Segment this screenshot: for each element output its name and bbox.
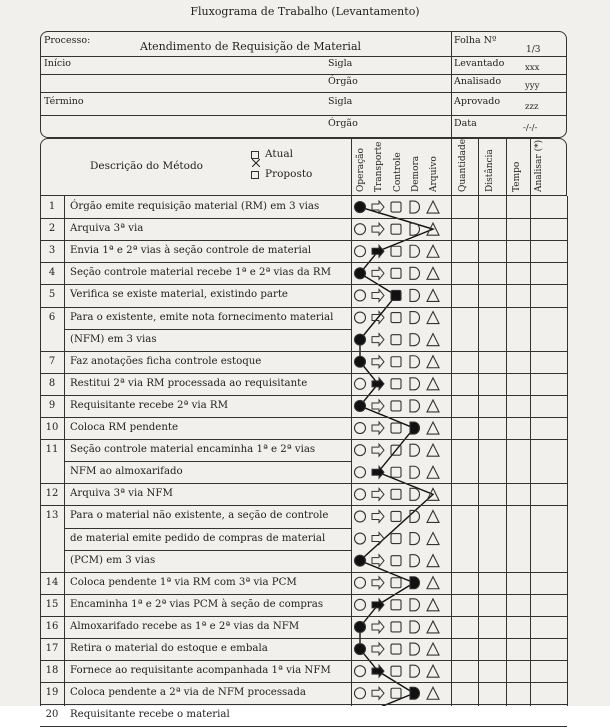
row-9-text: Requisitante recebe 2ª via RM: [70, 399, 229, 411]
row-16-text: Almoxarifado recebe as 1ª e 2ª vias da NFM: [70, 620, 300, 632]
d-shape-icon-row-19: [410, 687, 420, 699]
square-icon-row-13: [391, 511, 401, 521]
triangle-icon-row-13: [427, 510, 439, 522]
d-shape-icon-row-2: [410, 223, 420, 235]
circle-icon-row-13: [355, 511, 366, 522]
square-icon-row-9: [391, 401, 401, 411]
circle-icon-row-7: [355, 356, 366, 367]
col-transporte: Transporte: [374, 141, 384, 192]
row-18-text: Fornece ao requisitante acompanhada 1ª via NFM: [70, 665, 331, 677]
arrow-icon-row-6-line-2: [372, 334, 384, 346]
circle-icon-row-8: [355, 378, 366, 389]
row-number: 8: [48, 377, 56, 389]
d-shape-icon-row-1: [410, 201, 420, 213]
square-icon-row-1: [391, 202, 401, 212]
row-number: 16: [45, 620, 59, 632]
row-13-text-3: (PCM) em 3 vias: [70, 554, 156, 566]
col-operacao: Operação: [356, 148, 366, 192]
arrow-icon-row-9: [372, 400, 384, 412]
square-icon-row-14: [391, 578, 401, 588]
termino-label: Término: [44, 96, 84, 107]
circle-icon-row-15: [355, 599, 366, 610]
circle-icon-row-5: [355, 290, 366, 301]
triangle-icon-row-17: [427, 643, 439, 655]
circle-icon-row-2: [355, 224, 366, 235]
d-shape-icon-row-16: [410, 621, 420, 633]
d-shape-icon-row-13: [410, 510, 420, 522]
arrow-icon-row-14: [372, 577, 384, 589]
row-number: 12: [45, 488, 59, 500]
circle-icon-row-16: [355, 621, 366, 632]
square-icon-row-19: [391, 688, 401, 698]
circle-icon-row-17: [355, 644, 366, 655]
col-quantidade: Quantidade: [458, 138, 468, 192]
row-number: 17: [45, 643, 59, 654]
col-analisar: Analisar (*): [534, 139, 544, 192]
circle-icon-row-6-line-2: [355, 334, 366, 345]
termino-sigla-label: Sigla: [328, 96, 353, 107]
row-14-text: Coloca pendente 1ª via RM com 3ª via PCM: [70, 576, 297, 588]
row-6-text: Para o existente, emite nota fornecimento material: [70, 311, 334, 323]
arrow-icon-row-16: [372, 621, 384, 633]
aprovado-value: zzz: [525, 102, 539, 112]
triangle-icon-row-6-line-2: [427, 334, 439, 346]
d-shape-icon-row-4: [410, 267, 420, 279]
row-number: 18: [45, 665, 59, 677]
triangle-icon-row-1: [427, 201, 439, 213]
row-number: 4: [48, 267, 56, 279]
d-shape-icon-row-11: [410, 444, 420, 456]
triangle-icon-row-14: [427, 577, 439, 589]
square-icon-row-17: [391, 644, 401, 654]
row-number: 6: [48, 311, 56, 323]
row-3-text: Envia 1ª e 2ª vias à seção controle de material: [70, 245, 312, 257]
triangle-icon-row-19: [427, 687, 439, 699]
triangle-icon-row-7: [427, 356, 439, 368]
row-15-text: Encaminha 1ª e 2ª vias PCM à seção de compras: [70, 598, 324, 610]
flow-connector-line: [360, 207, 433, 706]
d-shape-icon-row-13-line-3: [410, 555, 420, 567]
row-12-text: Arquiva 3ª via NFM: [70, 488, 173, 500]
row-number: 3: [48, 245, 56, 257]
d-shape-icon-row-7: [410, 356, 420, 368]
triangle-icon-row-6: [427, 312, 439, 324]
processo-value: Atendimento de Requisição de Material: [140, 40, 362, 53]
levantado-value: xxx: [525, 63, 540, 73]
circle-icon-row-18: [355, 666, 366, 677]
square-icon-row-13-line-2: [391, 534, 401, 544]
row-number: 9: [48, 399, 56, 411]
d-shape-icon-row-3: [410, 245, 420, 257]
arrow-icon-row-2: [372, 223, 384, 235]
circle-icon-row-11: [355, 445, 366, 456]
d-shape-icon-row-10: [410, 422, 420, 434]
d-shape-icon-row-15: [410, 599, 420, 611]
row-number: 10: [45, 422, 59, 433]
aprovado-label: Aprovado: [454, 96, 501, 107]
circle-icon-row-14: [355, 577, 366, 588]
analisado-label: Analisado: [454, 76, 502, 87]
row-2-text: Arquiva 3ª via: [70, 223, 144, 235]
triangle-icon-row-10: [427, 422, 439, 434]
atual-label: Atual: [265, 148, 293, 160]
row-7-text: Faz anotações ficha controle estoque: [70, 355, 262, 367]
arrow-icon-row-5: [372, 289, 384, 301]
row-number: 11: [45, 444, 59, 456]
circle-icon-row-6: [355, 312, 366, 323]
flowchart-form: [40, 0, 570, 721]
row-13-text-2: de material emite pedido de compras de material: [70, 532, 326, 544]
d-shape-icon-row-8: [410, 378, 420, 390]
triangle-icon-row-9: [427, 400, 439, 412]
square-icon-row-6-line-2: [391, 335, 401, 345]
circle-icon-row-10: [355, 423, 366, 434]
triangle-icon-row-3: [427, 245, 439, 257]
row-11-text-2: NFM ao almoxarifado: [70, 466, 183, 478]
triangle-icon-row-15: [427, 599, 439, 611]
row-8-text: Restitui 2ª via RM processada ao requisitante: [70, 377, 308, 389]
square-icon-row-5: [391, 290, 401, 300]
square-icon-row-7: [391, 357, 401, 367]
data-label: Data: [454, 118, 477, 129]
d-shape-icon-row-18: [410, 665, 420, 677]
inicio-sigla-label: Sigla: [328, 58, 353, 69]
square-icon-row-8: [391, 379, 401, 389]
d-shape-icon-row-6-line-2: [410, 334, 420, 346]
row-6-text-2: (NFM) em 3 vias: [70, 333, 157, 345]
levantado-label: Levantado: [454, 58, 505, 69]
square-icon-row-6: [391, 313, 401, 323]
d-shape-icon-row-5: [410, 289, 420, 301]
triangle-icon-row-13-line-2: [427, 533, 439, 545]
triangle-icon-row-13-line-3: [427, 555, 439, 567]
inicio-label: Início: [44, 58, 71, 69]
d-shape-icon-row-6: [410, 312, 420, 324]
col-demora: Demora: [411, 155, 421, 192]
triangle-icon-row-4: [427, 267, 439, 279]
row-number: 19: [45, 687, 59, 699]
arrow-icon-row-13-line-3: [372, 555, 384, 567]
triangle-icon-row-8: [427, 378, 439, 390]
row-number: 1: [48, 201, 56, 212]
arrow-icon-row-4: [372, 267, 384, 279]
col-tempo: Tempo: [512, 161, 522, 192]
proposto-label: Proposto: [265, 168, 313, 180]
row-number: 5: [48, 289, 56, 301]
circle-icon-row-12: [355, 489, 366, 500]
circle-icon-row-13-line-2: [355, 533, 366, 544]
arrow-icon-row-13-line-2: [372, 533, 384, 545]
arrow-icon-row-7: [372, 356, 384, 368]
arrow-icon-row-13: [372, 510, 384, 522]
triangle-icon-row-16: [427, 621, 439, 633]
col-arquivo: Arquivo: [429, 156, 439, 192]
square-icon-row-11-line-2: [391, 467, 401, 477]
row-13-text: Para o material não existente, a seção de controle: [70, 510, 329, 522]
square-icon-row-12: [391, 489, 401, 499]
row-number: 2: [48, 223, 56, 235]
square-icon-row-2: [391, 224, 401, 234]
row-11-text: Seção controle material encaminha 1ª e 2ª vias: [70, 444, 316, 456]
descricao-header: Descrição do Método: [90, 160, 204, 172]
col-controle: Controle: [393, 152, 403, 192]
row-number: 14: [45, 576, 59, 588]
circle-icon-row-19: [355, 688, 366, 699]
circle-icon-row-4: [355, 268, 366, 279]
row-20-text: Requisitante recebe o material: [70, 709, 230, 721]
arrow-icon-row-19: [372, 687, 384, 699]
row-4-text: Seção controle material recebe 1ª e 2ª vias da RM: [70, 267, 332, 279]
row-17-text: Retira o material do estoque e embala: [70, 643, 268, 654]
triangle-icon-row-18: [427, 665, 439, 677]
row-number: 15: [45, 598, 59, 610]
row-number: 20: [45, 709, 59, 721]
square-icon-row-18: [391, 666, 401, 676]
d-shape-icon-row-14: [410, 577, 420, 589]
row-1-text: Órgão emite requisição material (RM) em 3 vias: [70, 201, 320, 212]
processo-label: Processo:: [44, 35, 91, 46]
form-title: Fluxograma de Trabalho (Levantamento): [190, 5, 420, 18]
inicio-orgao-label: Órgão: [328, 76, 358, 87]
d-shape-icon-row-11-line-2: [410, 466, 420, 478]
row-number: 7: [48, 355, 56, 367]
folha-label: Folha Nº: [454, 35, 497, 46]
row-5-text: Verifica se existe material, existindo parte: [70, 289, 288, 301]
col-distancia: Distância: [485, 149, 495, 192]
folha-value: 1/3: [526, 45, 541, 55]
arrow-icon-row-12: [372, 488, 384, 500]
square-icon-row-13-line-3: [391, 556, 401, 566]
d-shape-icon-row-12: [410, 488, 420, 500]
arrow-icon-row-10: [372, 422, 384, 434]
square-icon-row-15: [391, 600, 401, 610]
d-shape-icon-row-9: [410, 400, 420, 412]
circle-icon-row-3: [355, 246, 366, 257]
data-value: -/-/-: [523, 123, 538, 133]
circle-icon-row-9: [355, 400, 366, 411]
row-number: 13: [45, 510, 59, 522]
arrow-icon-row-11: [372, 444, 384, 456]
analisado-value: yyy: [525, 81, 540, 91]
circle-icon-row-13-line-3: [355, 555, 366, 566]
circle-icon-row-1: [355, 202, 366, 213]
row-19-text: Coloca pendente a 2ª via de NFM processada: [70, 687, 306, 699]
triangle-icon-row-11-line-2: [427, 466, 439, 478]
d-shape-icon-row-13-line-2: [410, 533, 420, 545]
square-icon-row-3: [391, 246, 401, 256]
termino-orgao-label: Órgão: [328, 118, 358, 129]
triangle-icon-row-5: [427, 289, 439, 301]
square-icon-row-10: [391, 423, 401, 433]
row-10-text: Coloca RM pendente: [70, 422, 179, 433]
square-icon-row-4: [391, 268, 401, 278]
triangle-icon-row-11: [427, 444, 439, 456]
d-shape-icon-row-17: [410, 643, 420, 655]
circle-icon-row-11-line-2: [355, 467, 366, 478]
arrow-icon-row-17: [372, 643, 384, 655]
square-icon-row-16: [391, 622, 401, 632]
